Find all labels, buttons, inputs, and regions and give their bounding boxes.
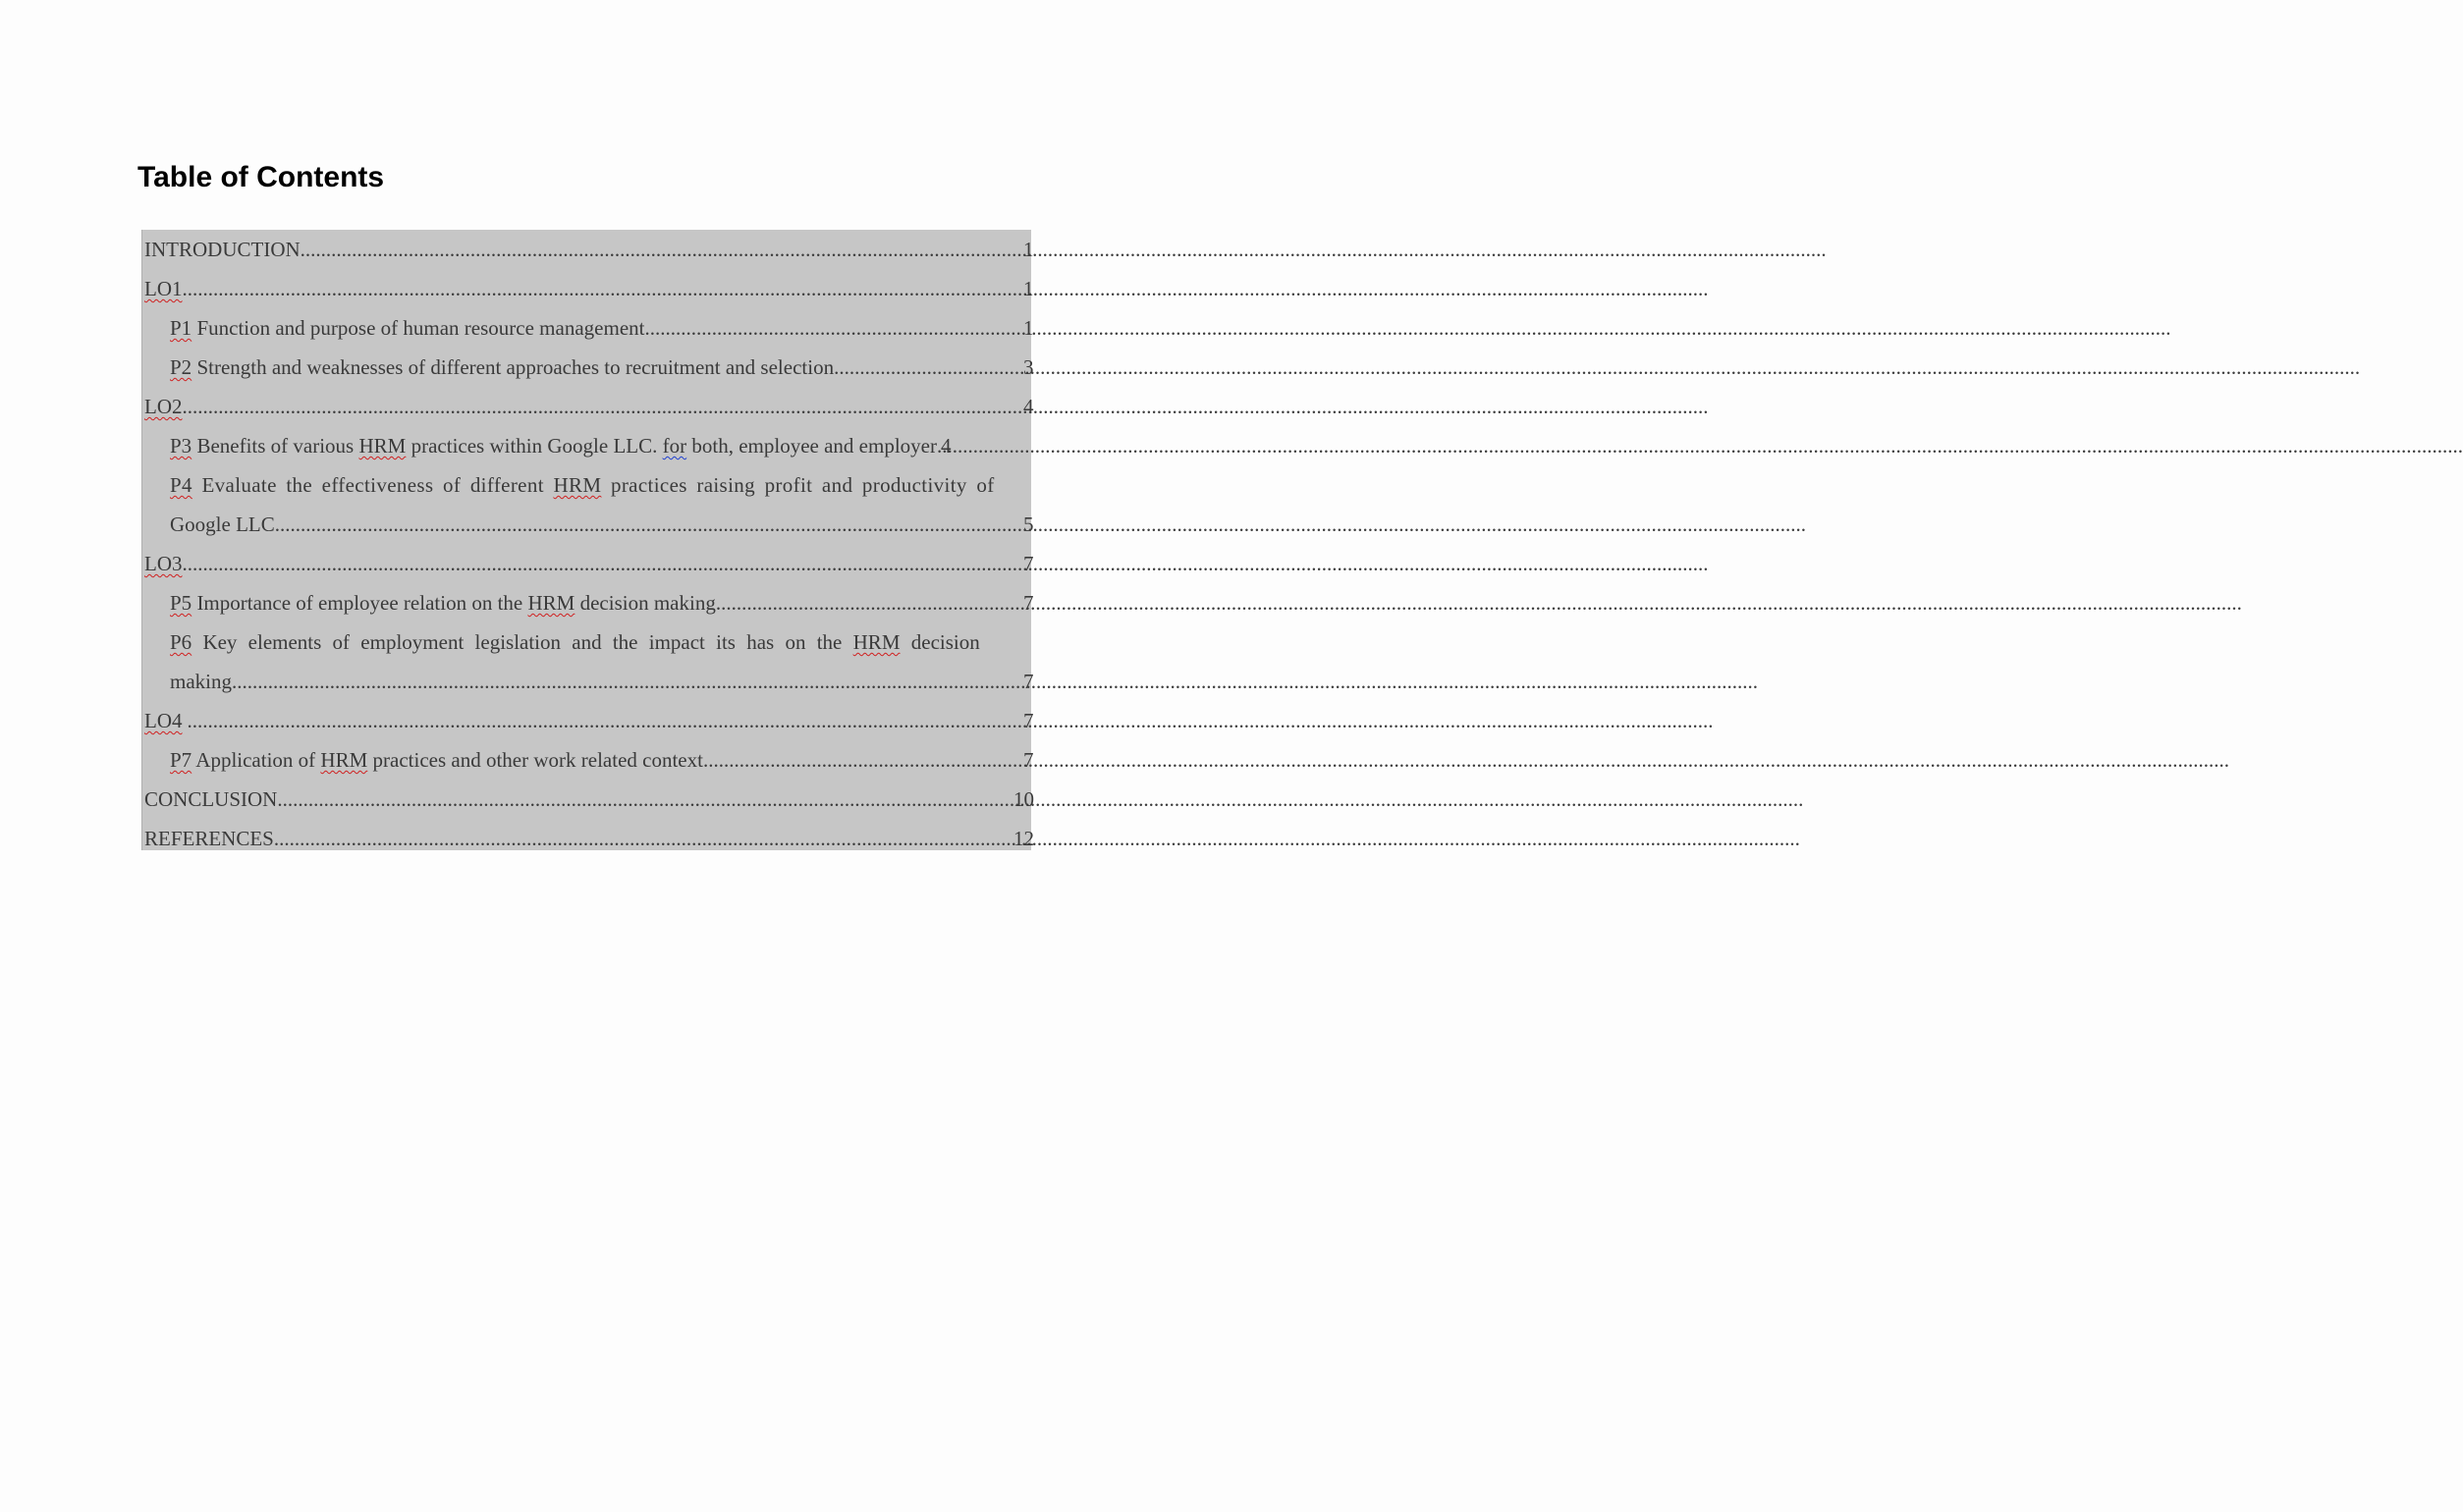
toc-entry-text: both, employee and employer — [686, 434, 937, 458]
toc-entry-label — [170, 465, 995, 505]
dot-leader — [274, 819, 1013, 858]
toc-entry-label: Google LLC. — [170, 513, 280, 536]
toc-page-number: 3 — [1023, 355, 1034, 379]
toc-entry-p3[interactable] — [142, 426, 1031, 465]
toc-entry-references[interactable] — [142, 819, 1034, 858]
page-title: Table of Contents — [137, 161, 385, 193]
toc-entry-text: practices raising profit and productivity of — [601, 473, 995, 497]
toc-entry-p6-line1[interactable] — [142, 622, 1031, 662]
toc-entry-text: Application of — [192, 748, 321, 772]
toc-entry-label: CONCLUSION — [144, 787, 278, 811]
toc-entry-number: P4 — [170, 473, 192, 497]
toc-entry-p1[interactable] — [142, 308, 1034, 348]
toc-entry-label: LO1 — [144, 277, 183, 300]
toc-entry-label: LO4 — [144, 709, 183, 732]
toc-entry-text: Importance of employee relation on the — [192, 591, 528, 615]
toc-entry-acronym: HRM — [527, 591, 575, 615]
toc-entry-p4-line1[interactable] — [142, 465, 1031, 505]
dot-leader — [232, 662, 1023, 701]
toc-entry-number: P6 — [170, 630, 192, 654]
table-of-contents — [141, 230, 1034, 850]
dot-leader — [277, 780, 1013, 819]
toc-entry-label — [170, 740, 703, 780]
toc-entry-number: P2 — [170, 355, 192, 379]
toc-entry-p6-line2[interactable] — [142, 662, 1034, 701]
dot-leader — [280, 505, 1023, 544]
toc-entry-conclusion[interactable] — [142, 780, 1034, 819]
toc-entry-acronym: HRM — [358, 434, 407, 458]
toc-entry-label — [170, 348, 834, 387]
toc-entry-lo2[interactable] — [142, 387, 1034, 426]
toc-entry-acronym: HRM — [320, 748, 368, 772]
toc-entry-label: making — [170, 670, 232, 693]
toc-page-number: 7 — [1023, 552, 1034, 575]
toc-page-number: 7 — [1023, 709, 1034, 732]
toc-entry-text: Evaluate the effectiveness of different — [192, 473, 554, 497]
toc-entry-label — [170, 583, 716, 622]
toc-page-number: 12 — [1013, 827, 1034, 850]
toc-entry-p5[interactable] — [142, 583, 1034, 622]
toc-entry-text: decision making — [575, 591, 716, 615]
toc-entry-acronym: HRM — [852, 630, 901, 654]
toc-page-number: 7 — [1023, 748, 1034, 772]
toc-page-number: 1 — [1023, 277, 1034, 300]
toc-entry-acronym: HRM — [553, 473, 602, 497]
dot-leader — [834, 348, 1023, 387]
dot-leader — [716, 583, 1023, 622]
toc-entry-lo1[interactable] — [142, 269, 1034, 308]
toc-entry-label: REFERENCES — [144, 827, 274, 850]
toc-entry-p4-line2[interactable] — [142, 505, 1034, 544]
toc-entry-label — [170, 426, 937, 465]
toc-entry-text: practices and other work related context — [367, 748, 703, 772]
toc-page-number: 4 — [940, 434, 952, 458]
toc-entry-label — [170, 622, 980, 662]
dot-leader — [183, 269, 1024, 308]
toc-entry-number: P7 — [170, 748, 192, 772]
dot-leader — [644, 308, 1023, 348]
toc-entry-text: practices within Google LLC. — [406, 434, 663, 458]
dot-leader — [183, 544, 1024, 583]
toc-entry-text: Function and purpose of human resource management — [192, 316, 645, 340]
toc-page-number: 7 — [1023, 670, 1034, 693]
toc-entry-label: LO3 — [144, 552, 183, 575]
toc-page-number: 7 — [1023, 591, 1034, 615]
toc-entry-lo3[interactable] — [142, 544, 1034, 583]
toc-entry-text: Benefits of various — [192, 434, 359, 458]
toc-entry-text: Strength and weaknesses of different approaches to recruitment and selection — [192, 355, 835, 379]
toc-page-number: 1 — [1023, 316, 1034, 340]
toc-entry-text: decision — [900, 630, 980, 654]
toc-entry-number: P3 — [170, 434, 192, 458]
toc-entry-p7[interactable] — [142, 740, 1034, 780]
dot-leader — [183, 701, 1024, 740]
toc-entry-label — [170, 308, 644, 348]
toc-entry-p2[interactable] — [142, 348, 1034, 387]
toc-entry-number: P5 — [170, 591, 192, 615]
toc-page-number: 10 — [1013, 787, 1034, 811]
toc-entry-number: P1 — [170, 316, 192, 340]
toc-page-number: 1 — [1023, 238, 1034, 261]
toc-entry-lo4[interactable] — [142, 701, 1034, 740]
dot-leader — [183, 387, 1024, 426]
dot-leader — [703, 740, 1023, 780]
toc-entry-introduction[interactable] — [142, 230, 1034, 269]
toc-entry-label: LO2 — [144, 395, 183, 418]
toc-page-number: 4 — [1023, 395, 1034, 418]
dot-leader — [301, 230, 1023, 269]
toc-entry-grammar-flag: for — [662, 434, 687, 458]
toc-page-number: 5 — [1023, 513, 1034, 536]
toc-entry-text: Key elements of employment legislation and the impact its has on the — [192, 630, 853, 654]
toc-entry-label: INTRODUCTION — [144, 238, 301, 261]
